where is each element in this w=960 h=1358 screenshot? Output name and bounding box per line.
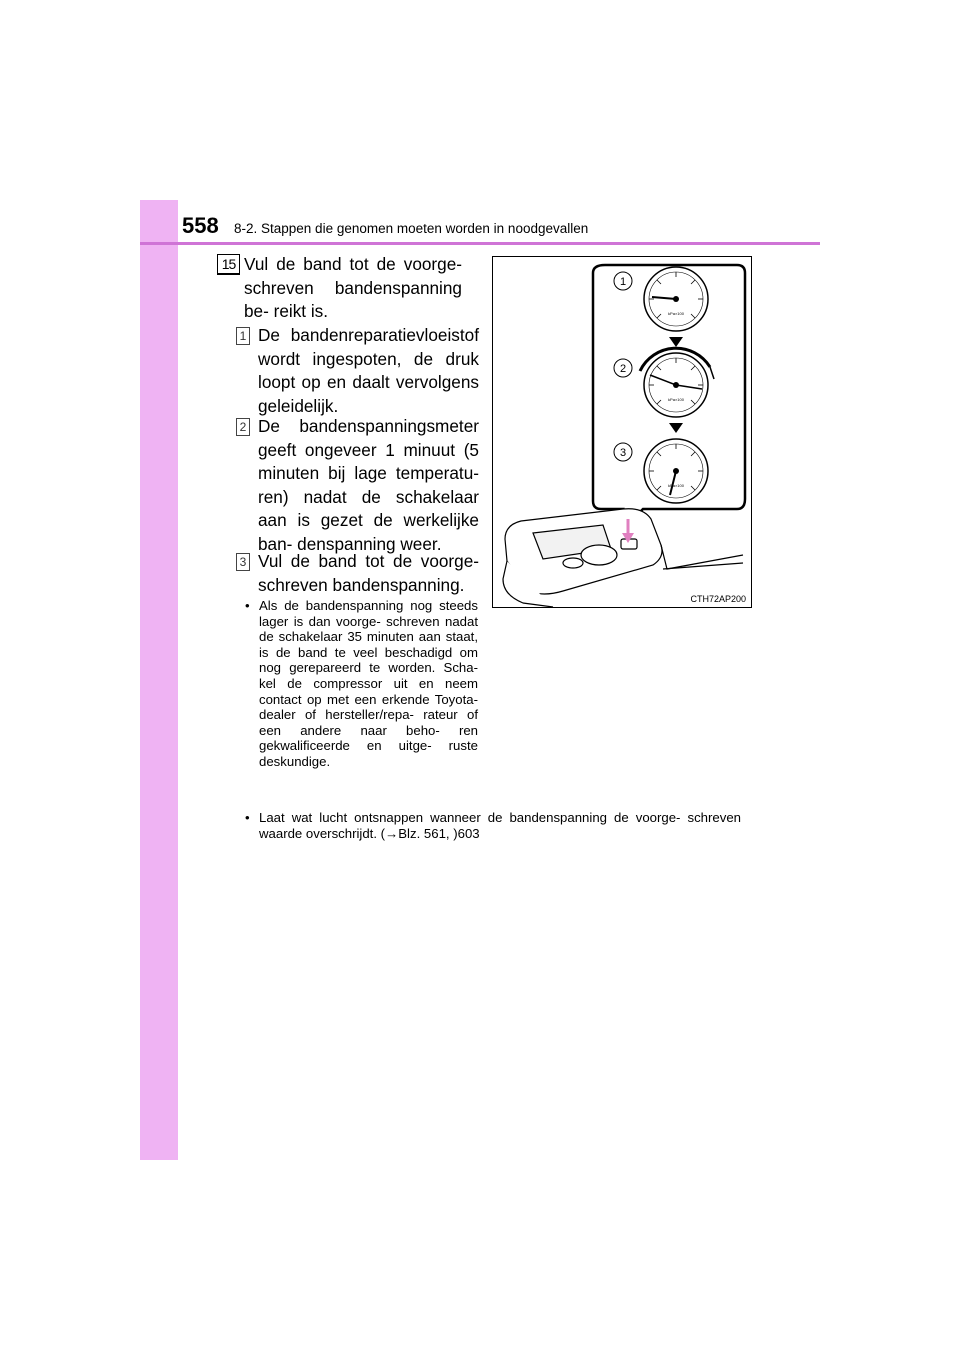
compressor-body — [503, 509, 743, 607]
sub-step-text-2: De bandenspanningsmeter geeft ongeveer 1 minuut (5 minuten bij lage temperatu- ren) nadat de schakelaar aan is gezet de werkelijke ban- denspanning weer. — [258, 416, 479, 554]
note-item-1 — [245, 598, 478, 770]
side-tab-bar — [140, 200, 178, 1160]
sub-step-number: 1 — [236, 327, 250, 345]
compressor-illustration — [493, 257, 751, 607]
gauge-label-2 — [614, 359, 632, 377]
note-text: Laat wat lucht ontsnappen wanneer de bandenspanning de voorge- schreven waarde overschrijdt. (→Blz. 561, )603 — [259, 810, 741, 841]
header-rule — [140, 242, 820, 245]
page-number: 558 — [182, 213, 219, 238]
sub-step-marker-2 — [236, 418, 250, 436]
sub-step-marker-1 — [236, 327, 250, 345]
sub-step-number: 3 — [236, 553, 250, 571]
note-item-2 — [245, 810, 741, 841]
gauge-label-3 — [614, 443, 632, 461]
figure-code: CTH72AP200 — [690, 594, 746, 604]
sub-step-text-3: Vul de band tot de voorge- schreven bandenspanning. — [258, 551, 479, 595]
sub-step-number: 2 — [236, 418, 250, 436]
gauge-icon — [644, 267, 708, 331]
step-instruction: Vul de band tot de voorge- schreven bandenspanning be- reikt is. — [244, 254, 462, 321]
step-number-badge: 15 — [217, 254, 240, 275]
compressor-gauge-figure — [492, 256, 752, 608]
bullet-dot: • — [245, 598, 250, 613]
gauge-icon — [644, 439, 708, 503]
note-text: Als de bandenspanning nog steeds lager is dan voorge- schreven nadat de schakelaar 35 minuten aan staat, is de band te veel beschadigd om nog gerepareerd te worden. Scha- kel de compressor uit en neem contact op met een erkende Toyota-dealer of hersteller/repa- rateur of een andere naar beho- ren gekwalificeerde en uitge- ruste deskundige. — [259, 598, 478, 769]
sub-step-text-1: De bandenreparatievloeistof wordt ingespoten, de druk loopt op en daalt vervolgens geleidelijk. — [258, 325, 479, 416]
sub-step-marker-3 — [236, 553, 250, 571]
gauge-unit: kPa×100 — [668, 311, 684, 316]
gauge-label-1 — [614, 272, 632, 290]
svg-text:1: 1 — [619, 276, 627, 288]
gauge-unit: kPa×100 — [668, 483, 684, 488]
section-title: 8-2. Stappen die genomen moeten worden in noodgevallen — [234, 221, 589, 236]
svg-text:3: 3 — [619, 447, 627, 459]
bullet-dot: • — [245, 810, 250, 825]
gauge-unit: kPa×100 — [668, 397, 684, 402]
svg-text:2: 2 — [619, 363, 627, 375]
